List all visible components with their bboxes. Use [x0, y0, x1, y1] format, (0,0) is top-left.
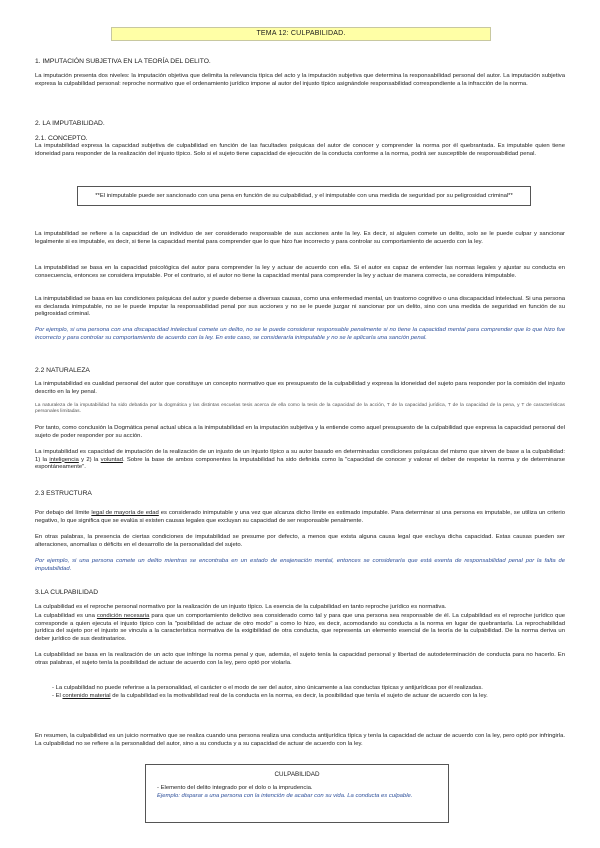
- summary-box: [145, 764, 449, 823]
- summary-line-2: Ejemplo: disparar a una persona con la intención de acabar con su vida. La conducta es culpable.: [157, 793, 413, 799]
- imputabilidad-paragraph-1: La imputabilidad se refiere a la capacidad de un individuo de ser considerado responsable de sus acciones ante la ley. Es decir, si alguien comete un delito, solo se le puede culpar y sancionar legalmente si es imputable, es decir, si tiene la capacidad mental para comprender que lo que hizo fue incorrecto y para controlar su comportamiento de acuerdo con la ley.: [35, 231, 565, 245]
- contenido-material-term: contenido material: [62, 692, 111, 699]
- subsection-concepto-heading: 2.1. CONCEPTO.: [35, 135, 88, 142]
- concepto-paragraph: La imputabilidad expresa la capacidad subjetiva de culpabilidad en función de las facultades psíquicas del autor de conocer y comprender la norma por él quebrantada. Es imputable quien tiene idoneidad para responder de la realización del injusto típico. Solo si el sujeto tiene capacidad de ejecución de la conducta conforme a la norma, podrá ser susceptible de responsabilidad penal.: [35, 143, 565, 157]
- estructura-paragraph-1: Por debajo del límite legal de mayoría de edad es considerado inimputable y una vez que alcanza dicho límite es estimado imputable. Para determinar si una persona es imputable, se utiliza un criterio negativo, lo que significa que se evalúa si existen causas legales que excluyan su capacidad de ser responsable penalmente.: [35, 510, 565, 524]
- naturaleza-paragraph-2: Por tanto, como conclusión la Dogmática penal actual ubica a la inimputabilidad en la imputación subjetiva y la entiende como aquel presupuesto de la culpabilidad que expresa la capacidad personal del sujeto de poder responder por su acción.: [35, 425, 565, 439]
- inimputabilidad-paragraph: La inimputabilidad se basa en las condiciones psíquicas del autor y puede deberse a diversas causas, como una enfermedad mental, un trastorno cognitivo o una discapacidad intelectual. Si una persona es declarada inimputable, no se le puede imputar la responsabilidad penal por sus acciones y no se le puede juzgar ni sancionar por un delito, sino con una medida de seguridad en función de su peligrosidad criminal.: [35, 296, 565, 318]
- culpabilidad-paragraph-2: La culpabilidad es una condición necesaria para que un comportamiento delictivo sea considerado como tal y para que una persona sea responsable de él. La culpabilidad es el reproche jurídico que corresponde a quien ejecuta el injusto típico con la "posibilidad de actuar de otro modo" a como lo hizo, es decir, acomodando su conducta a la norma en lugar de quebrantarla. La reprochabilidad jurídica del sujeto por el injusto se vincula a la característica normativa de la exigibilidad de otra conducta, que representa un elemento esencial de la teoría de la culpabilidad. De la norma deriva un deber jurídico de sus destinatarios.: [35, 613, 566, 642]
- inteligencia-term: inteligencia: [49, 456, 79, 463]
- section-3-heading: 3.LA CULPABILIDAD: [35, 589, 99, 596]
- page-title: TEMA 12: CULPABILIDAD.: [111, 27, 491, 41]
- voluntad-term: voluntad: [100, 456, 123, 463]
- example-paragraph-1: Por ejemplo, si una persona con una discapacidad intelectual comete un delito, no se le puede considerar responsable penalmente si no tiene la capacidad mental para comprender que lo que hizo fue incorrecto y para controlar su comportamiento de acuerdo con la ley. En este caso, se consideraría inimputable y no se le aplicaría una sanción penal.: [35, 327, 565, 341]
- estructura-paragraph-2: En otras palabras, la presencia de ciertas condiciones de imputabilidad se presume por defecto, a menos que exista alguna causa legal que excluya dicha capacidad. Estas causas pueden ser alteraciones, anomalías o déficits en el desarrollo de la personalidad del sujeto.: [35, 534, 565, 548]
- quote-box: [77, 186, 531, 206]
- naturaleza-small-note: La naturaleza de la imputabilidad ha sido debatida por la dogmática y las distintas escuelas tesis acerca de ella como la tesis de la capacidad de la acción, T de la capacidad jurídica, T de la capacidad de la pena, y T de características personales limitadas.: [35, 403, 565, 415]
- summary-line-1: - Elemento del delito integrado por el dolo o la imprudencia.: [157, 785, 313, 791]
- naturaleza-paragraph-1: La inimputabilidad es cualidad personal del autor que constituye un concepto normativo que es presupuesto de la culpabilidad y expresa la idoneidad del sujeto para responder por la comisión del injusto descrito en la ley penal.: [35, 381, 565, 395]
- naturaleza-paragraph-3: La imputabilidad es capacidad de imputación de la realización de un injusto de un injusto típico a su autor basado en determinadas condiciones psíquicas del mismo que sirven de base a la culpabilidad: 1) la inteligencia y 2) la voluntad. Sobre la base de ambos componentes la imputabilidad ha sido definida como la "capacidad de conocer y valorar el deber de respetar la norma y de determinarse espontáneamente".: [35, 449, 565, 471]
- imputabilidad-paragraph-2: La imputabilidad se basa en la capacidad psicológica del autor para comprender la ley y actuar de acuerdo con ella. Si el autor es capaz de entender las normas legales y ajustar su conducta en consecuencia, entonces se considera imputable. Por el contrario, si el autor no tiene la capacidad mental para comprender la ley y actuar de manera correcta, se considera inimputable.: [35, 265, 565, 279]
- culpabilidad-list: [52, 685, 522, 700]
- section-2-heading: 2. LA IMPUTABILIDAD.: [35, 120, 105, 127]
- quote-text: **El inimputable puede ser sancionado con una pena en función de su culpabilidad, y el inimputable con una medida de seguridad por su peligrosidad criminal**: [95, 193, 513, 199]
- culpabilidad-paragraph-1: La culpabilidad es el reproche personal normativo por la realización de un injusto típico. La esencia de la culpabilidad en tanto reproche jurídico es normativa.: [35, 604, 447, 610]
- summary-title: CULPABILIDAD: [274, 771, 320, 778]
- resumen-paragraph: En resumen, la culpabilidad es un juicio normativo que se realiza cuando una persona realiza una conducta antijurídica típica y tenía la capacidad de actuar de acuerdo con la ley, pero optó por infringirla. La culpabilidad no se refiere a la personalidad del autor, sino a su conducta y a su capacidad de actuar de acuerdo con la ley.: [35, 733, 565, 747]
- subsection-naturaleza-heading: 2.2 NATURALEZA: [35, 367, 90, 374]
- section-1-paragraph: La imputación presenta dos niveles: la imputación objetiva que delimita la relevancia típica del acto y la imputación subjetiva que determina la responsabilidad personal del autor. La imputación subjetiva expresa la culpabilidad personal: reproche normativo que el ordenamiento jurídico impone al autor del injusto típico asignándole responsabilidad correspondiente a la infracción de la norma.: [35, 73, 565, 87]
- mayoria-de-edad-term: legal de mayoría de edad: [91, 510, 159, 516]
- subsection-estructura-heading: 2.3 ESTRUCTURA: [35, 490, 92, 497]
- culpabilidad-paragraph-3: La culpabilidad se basa en la realización de un acto que infringe la norma penal y que, además, el sujeto tenía la capacidad personal y libertad de autodeterminación de conducta para no hacerlo. En otras palabras, el sujeto tenía la posibilidad de actuar de acuerdo con la ley, pero optó por violarla.: [35, 652, 565, 666]
- list-item: - El contenido material de la culpabilidad es la motivabilidad real de la conducta en la norma, es decir, la posibilidad que tenía el sujeto de actuar de acuerdo con la ley.: [52, 692, 488, 699]
- condicion-necesaria-term: condición necesaria: [96, 613, 150, 619]
- section-1-heading: 1. IMPUTACIÓN SUBJETIVA EN LA TEORÍA DEL DELITO.: [35, 58, 211, 65]
- list-item: - La culpabilidad no puede referirse a la personalidad, el carácter o el modo de ser del autor, sino únicamente a las conductas típicas y antijurídicas por él realizadas.: [52, 685, 483, 691]
- example-paragraph-2: Por ejemplo, si una persona comete un delito mientras se encontraba en un estado de enajenación mental, entonces se consideraría que está exenta de responsabilidad penal por la falta de imputabilidad.: [35, 558, 565, 572]
